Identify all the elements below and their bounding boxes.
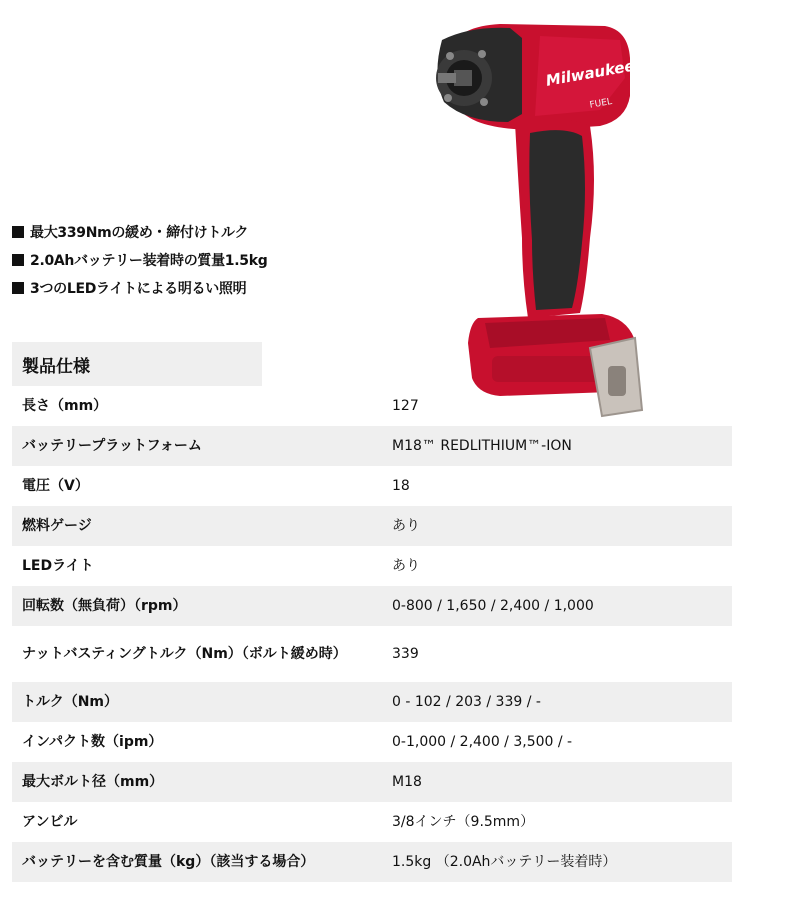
spec-value: 339: [392, 646, 419, 662]
feature-item: [12, 218, 267, 246]
spec-value: 18: [392, 478, 410, 494]
spec-value: 1.5kg （2.0Ahバッテリー装着時）: [382, 842, 732, 882]
spec-value: あり: [392, 558, 420, 574]
spec-value: 0 - 102 / 203 / 339 / -: [382, 682, 732, 722]
spec-row: [12, 506, 732, 546]
spec-row: [12, 842, 732, 882]
brand-logo: Milwaukee: [544, 56, 636, 90]
feature-text: 2.0Ahバッテリー装着時の質量1.5kg: [30, 253, 268, 269]
feature-list: [12, 218, 267, 302]
spec-row: [12, 722, 732, 762]
spec-value: あり: [382, 506, 732, 546]
spec-label: 電圧（V）: [22, 478, 89, 494]
spec-label: 長さ（mm）: [22, 398, 108, 414]
feature-item: [12, 246, 267, 274]
fuel-logo: FUEL: [588, 96, 613, 111]
spec-row: [12, 626, 732, 682]
feature-text: 最大339Nmの緩め・締付けトルク: [30, 225, 249, 241]
spec-row: [12, 426, 732, 466]
spec-label: トルク（Nm）: [12, 682, 382, 722]
square-bullet-icon: [12, 226, 24, 238]
spec-table: [12, 386, 732, 882]
spec-row: [12, 386, 732, 426]
specs-heading: 製品仕様: [12, 342, 262, 386]
spec-value: M18™ REDLITHIUM™-ION: [382, 426, 732, 466]
spec-value: 3/8インチ（9.5mm）: [392, 814, 535, 830]
spec-row: [12, 546, 732, 586]
spec-row: [12, 466, 732, 506]
spec-label: ナットバスティングトルク（Nm）（ボルト緩め時）: [22, 646, 347, 662]
spec-value: 0-1,000 / 2,400 / 3,500 / -: [392, 734, 573, 750]
spec-label: バッテリープラットフォーム: [12, 426, 382, 466]
spec-label: 回転数（無負荷）（rpm）: [12, 586, 382, 626]
spec-label: バッテリーを含む質量（kg）（該当する場合）: [12, 842, 382, 882]
spec-label: 燃料ゲージ: [12, 506, 382, 546]
square-bullet-icon: [12, 282, 24, 294]
square-bullet-icon: [12, 254, 24, 266]
spec-value: 0-800 / 1,650 / 2,400 / 1,000: [382, 586, 732, 626]
spec-value: 127: [392, 398, 419, 414]
spec-row: [12, 762, 732, 802]
spec-label: アンビル: [22, 814, 78, 830]
spec-label: インパクト数（ipm）: [22, 734, 163, 750]
impact-wrench-illustration: [430, 18, 660, 418]
spec-value: M18: [382, 762, 732, 802]
spec-row: [12, 802, 732, 842]
spec-row: [12, 586, 732, 626]
feature-text: 3つのLEDライトによる明るい照明: [30, 281, 247, 297]
spec-row: [12, 682, 732, 722]
spec-label: LEDライト: [22, 558, 94, 574]
feature-item: [12, 274, 267, 302]
product-image-impact-wrench: [430, 18, 660, 418]
spec-label: 最大ボルト径（mm）: [12, 762, 382, 802]
